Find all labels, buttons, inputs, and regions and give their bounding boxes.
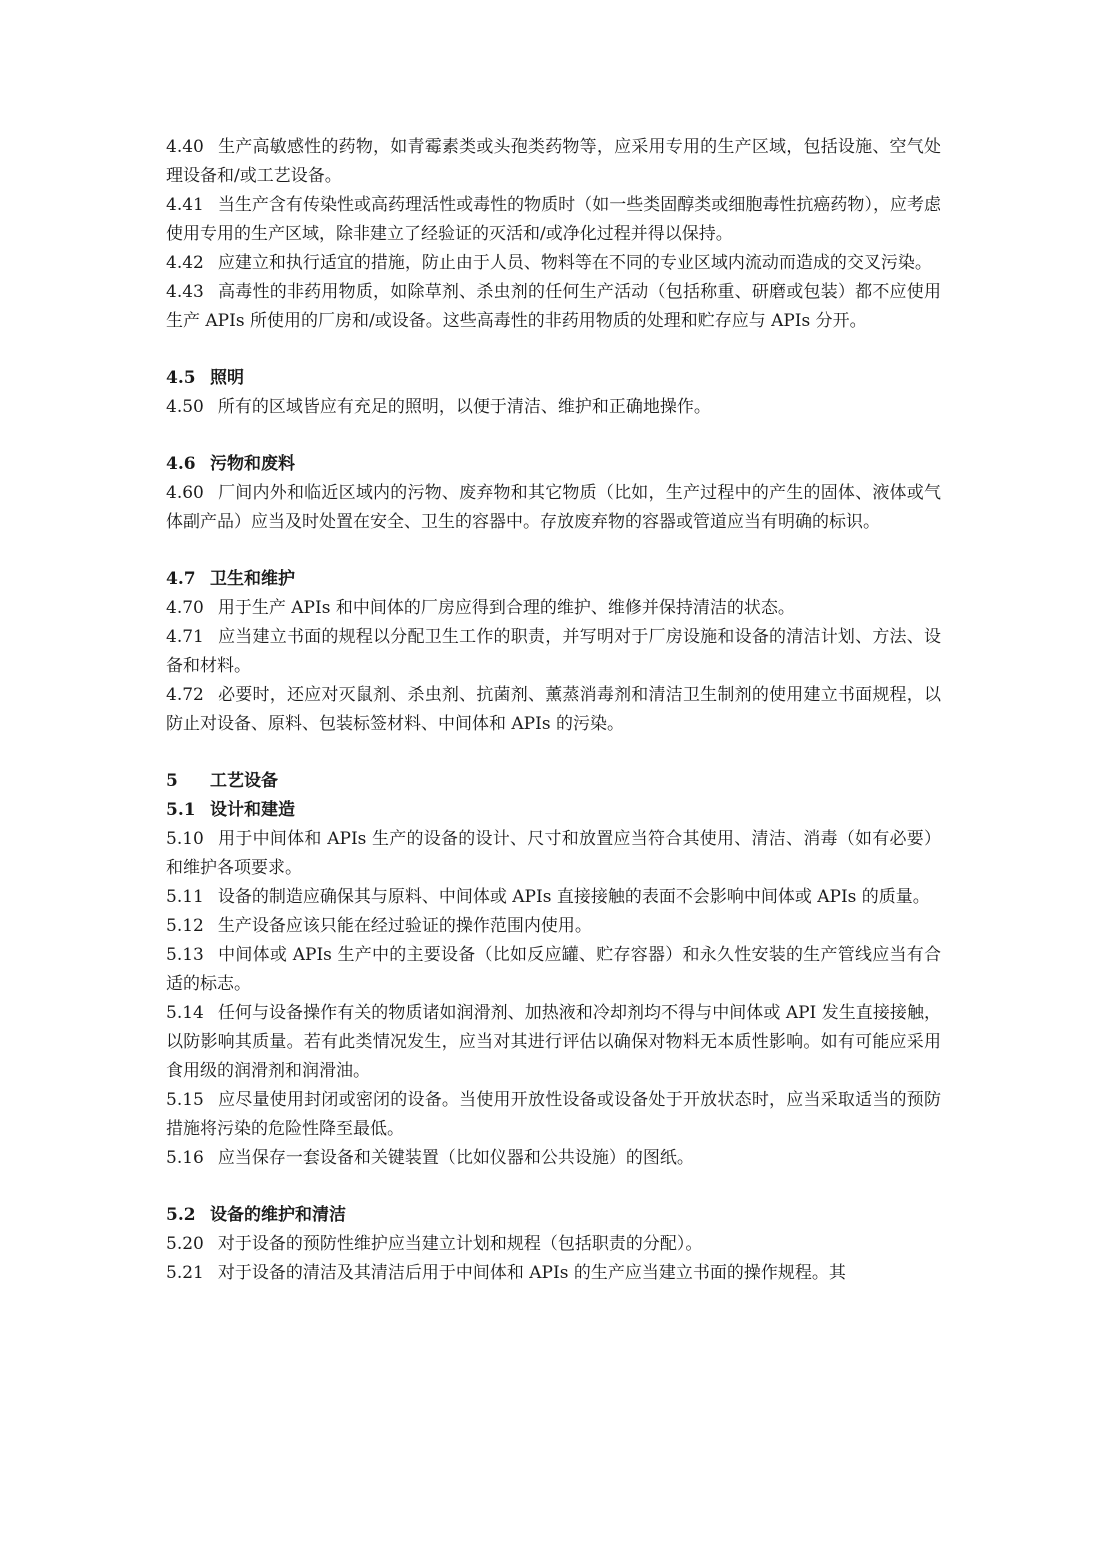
clause-text: 设备的制造应确保其与原料、中间体或 APIs 直接接触的表面不会影响中间体或 APIs 的质量。	[217, 887, 930, 907]
clause-text: 中间体或 APIs 生产中的主要设备（比如反应罐、贮存容器）和永久性安装的生产管线应当有合适的标志。	[166, 945, 941, 994]
clause-paragraph	[166, 393, 941, 422]
clause-paragraph	[166, 133, 941, 191]
clause-paragraph	[166, 825, 941, 883]
section-heading	[166, 364, 941, 393]
section-heading	[166, 1201, 941, 1230]
clause-paragraph	[166, 594, 941, 623]
clause-paragraph	[166, 1086, 941, 1144]
clause-paragraph	[166, 1259, 941, 1288]
section-heading	[166, 767, 941, 796]
section-spacer	[166, 1173, 941, 1201]
clause-text: 用于生产 APIs 和中间体的厂房应得到合理的维护、维修并保持清洁的状态。	[217, 598, 795, 618]
clause-text: 任何与设备操作有关的物质诸如润滑剂、加热液和冷却剂均不得与中间体或 API 发生直接接触，以防影响其质量。若有此类情况发生，应当对其进行评估以确保对物料无本质性影响。如有可能应采用食用级的润滑剂和润滑油。	[166, 1003, 941, 1081]
clause-paragraph	[166, 278, 941, 336]
clause-paragraph	[166, 941, 941, 999]
clause-text: 应建立和执行适宜的措施，防止由于人员、物料等在不同的专业区域内流动而造成的交叉污染。	[217, 253, 932, 273]
clause-paragraph	[166, 681, 941, 739]
clause-text: 当生产含有传染性或高药理活性或毒性的物质时（如一些类固醇类或细胞毒性抗癌药物），应考虑使用专用的生产区域，除非建立了经验证的灭活和/或净化过程并得以保持。	[166, 195, 941, 244]
clause-number: 4.70	[166, 598, 204, 618]
clause-number: 4.60	[166, 483, 204, 503]
clause-paragraph	[166, 883, 941, 912]
section-heading	[166, 565, 941, 594]
section-title: 卫生和维护	[210, 569, 295, 589]
clause-text: 应尽量使用封闭或密闭的设备。当使用开放性设备或设备处于开放状态时，应当采取适当的预防措施将污染的危险性降至最低。	[166, 1090, 941, 1139]
clause-text: 生产设备应该只能在经过验证的操作范围内使用。	[217, 916, 592, 936]
clause-number: 5.10	[166, 829, 204, 849]
clause-text: 应当保存一套设备和关键装置（比如仪器和公共设施）的图纸。	[217, 1148, 694, 1168]
section-number: 4.5	[166, 368, 196, 388]
section-spacer	[166, 739, 941, 767]
section-heading	[166, 796, 941, 825]
section-number: 5	[166, 771, 178, 791]
clause-text: 用于中间体和 APIs 生产的设备的设计、尺寸和放置应当符合其使用、清洁、消毒（如有必要）和维护各项要求。	[166, 829, 941, 878]
clause-text: 对于设备的清洁及其清洁后用于中间体和 APIs 的生产应当建立书面的操作规程。其	[217, 1263, 846, 1283]
clause-number: 5.13	[166, 945, 204, 965]
clause-paragraph	[166, 479, 941, 537]
document-page	[166, 133, 941, 1288]
clause-paragraph	[166, 191, 941, 249]
clause-text: 对于设备的预防性维护应当建立计划和规程（包括职责的分配）。	[217, 1234, 703, 1254]
section-number: 4.6	[166, 454, 196, 474]
section-heading	[166, 450, 941, 479]
clause-number: 5.20	[166, 1234, 204, 1254]
clause-number: 4.71	[166, 627, 204, 647]
section-spacer	[166, 422, 941, 450]
clause-number: 5.15	[166, 1090, 204, 1110]
clause-paragraph	[166, 1144, 941, 1173]
section-title: 设计和建造	[210, 800, 295, 820]
section-title: 工艺设备	[210, 771, 278, 791]
clause-text: 所有的区域皆应有充足的照明，以便于清洁、维护和正确地操作。	[217, 397, 711, 417]
clause-number: 5.16	[166, 1148, 204, 1168]
section-title: 污物和废料	[210, 454, 295, 474]
clause-paragraph	[166, 999, 941, 1086]
section-spacer	[166, 336, 941, 364]
clause-paragraph	[166, 912, 941, 941]
clause-number: 5.12	[166, 916, 204, 936]
section-title: 设备的维护和清洁	[210, 1205, 346, 1225]
clause-text: 厂间内外和临近区域内的污物、废弃物和其它物质（比如，生产过程中的产生的固体、液体或气体副产品）应当及时处置在安全、卫生的容器中。存放废弃物的容器或管道应当有明确的标识。	[166, 483, 941, 532]
clause-text: 应当建立书面的规程以分配卫生工作的职责，并写明对于厂房设施和设备的清洁计划、方法、设备和材料。	[166, 627, 941, 676]
section-spacer	[166, 537, 941, 565]
clause-number: 5.14	[166, 1003, 204, 1023]
section-title: 照明	[210, 368, 244, 388]
clause-number: 5.21	[166, 1263, 204, 1283]
section-number: 4.7	[166, 569, 196, 589]
clause-paragraph	[166, 623, 941, 681]
clause-number: 4.42	[166, 253, 204, 273]
section-number: 5.2	[166, 1205, 196, 1225]
clause-text: 高毒性的非药用物质，如除草剂、杀虫剂的任何生产活动（包括称重、研磨或包装）都不应使用生产 APIs 所使用的厂房和/或设备。这些高毒性的非药用物质的处理和贮存应与 APIs 分开。	[166, 282, 941, 331]
clause-text: 生产高敏感性的药物，如青霉素类或头孢类药物等，应采用专用的生产区域，包括设施、空气处理设备和/或工艺设备。	[166, 137, 941, 186]
clause-paragraph	[166, 249, 941, 278]
clause-number: 4.40	[166, 137, 204, 157]
section-number: 5.1	[166, 800, 196, 820]
clause-text: 必要时，还应对灭鼠剂、杀虫剂、抗菌剂、薰蒸消毒剂和清洁卫生制剂的使用建立书面规程，以防止对设备、原料、包装标签材料、中间体和 APIs 的污染。	[166, 685, 941, 734]
clause-number: 5.11	[166, 887, 204, 907]
clause-number: 4.41	[166, 195, 204, 215]
clause-number: 4.43	[166, 282, 204, 302]
clause-paragraph	[166, 1230, 941, 1259]
clause-number: 4.72	[166, 685, 204, 705]
clause-number: 4.50	[166, 397, 204, 417]
